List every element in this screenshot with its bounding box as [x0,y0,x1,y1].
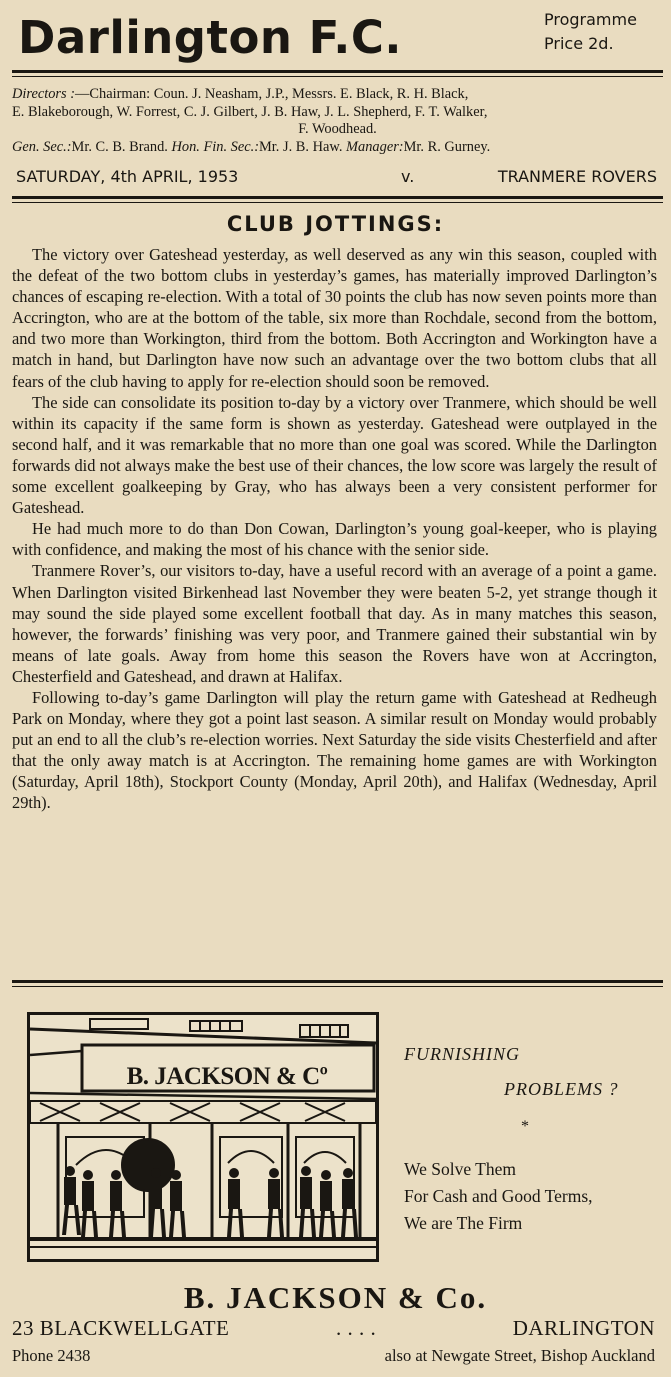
programme-label: Programme [544,10,637,29]
directors-label: Directors : [12,86,76,102]
match-date: SATURDAY, 4th APRIL, 1953 [16,167,239,186]
advert-address: 23 BLACKWELLGATE [12,1316,230,1340]
advert-star: * [521,1118,529,1135]
club-title: Darlington F.C. [18,11,402,64]
shop-front-illustration [27,1012,379,1262]
advert-offer-line-2: For Cash and Good Terms, [404,1186,593,1206]
fin-sec-name: Mr. J. B. Haw. [259,138,343,155]
directors-line-3: F. Woodhead. [298,121,377,137]
advert-company-name: B. JACKSON & Co. [183,1280,488,1315]
match-rule [12,196,663,203]
jottings-paragraph: The side can consolidate its position to-day by a victory over Tranmere, which should be well within its capacity if the same form is shown as yesterday. Gateshead were outplayed in the second half, and it was remarkable that no more than one goal was scored. While the Darlington forwards did not always make the best use of their chances, the low score was largely the result of some excellent goalkeeping by Gray, who has always been a very consistent performer for Gateshead. [12,392,657,518]
directors-line-2: E. Blakeborough, W. Forrest, C. J. Gilbert, J. B. Haw, J. L. Shepherd, F. T. Walker, [12,103,488,120]
gen-sec-label: Gen. Sec.: [12,138,72,155]
match-details [16,164,657,190]
manager-label: Manager: [346,138,404,155]
jottings-paragraph: The victory over Gateshead yesterday, as well deserved as any win this season, coupled with the defeat of the two bottom clubs in yesterday’s games, has materially improved Darlington’s chances of escaping re-election. With a total of 30 points the club has now seven points more than Accrington, who are at the bottom of the table, six more than Rochdale, second from the bottom, and two more than Workington, third from the bottom. Both Accrington and Workington have a match in hand, but Darlington have now such an advantage over the two bottom clubs that all fears of the club having to apply for re-election should soon be removed. [12,245,657,391]
programme-price: Price 2d. [544,34,614,53]
gen-sec-name: Mr. C. B. Brand. [71,138,168,155]
jottings-title: CLUB JOTTINGS: [226,212,445,236]
match-versus: v. [401,167,415,186]
shop-sign-text: B. JACKSON & Cº [126,1063,328,1090]
manager-name: Mr. R. Gurney. [403,138,491,155]
advert-town: DARLINGTON [512,1316,655,1340]
advert-address-dots: . . . . [336,1316,377,1340]
jottings-article [12,244,657,814]
advert-tagline-2: PROBLEMS ? [504,1079,619,1099]
directors-line-1 [12,86,663,104]
advert-tagline-1: FURNISHING [404,1044,520,1064]
jottings-paragraph: Following to-day’s game Darlington will play the return game with Gateshead at Redheugh Park on Monday, where they got a point last season. A similar result on Monday would probably put an end to all the club’s re-election worries. Next Saturday the side visits Chesterfield and after that the only away match is at Accrington. The remaining home games are with Workington (Saturday, April 18th), Stockport County (Monday, April 20th), and Halifax (Wednesday, April 29th). [12,687,657,813]
advert-offer-line-3: We are The Firm [404,1213,523,1233]
advert-branch: also at Newgate Street, Bishop Auckland [384,1346,655,1365]
programme-price-box [544,8,664,56]
shop-front-drawing [30,1015,376,1259]
fin-sec-label: Hon. Fin. Sec.: [171,138,260,155]
match-opponent: TRANMERE ROVERS [497,167,657,186]
header-rule [12,70,663,77]
jottings-paragraph: Tranmere Rover’s, our visitors to-day, have a useful record with an average of a point a game. When Darlington visited Birkenhead last November they were beaten 5-2, yet strange though it may sound the side played some excellent football that day. As in many matches this season, however, the forwards’ finishing was very poor, and Tranmere gained their substantial win by means of late goals. Away from home this season the Rovers have won at Accrington, Chesterfield and Gateshead, and drawn at Halifax. [12,561,657,686]
jottings-paragraph: He had much more to do than Don Cowan, Darlington’s young goal-keeper, who is playing with confidence, and making the most of his chance with the senior side. [12,519,657,560]
programme-header [14,4,664,68]
advert-phone: Phone 2438 [12,1346,91,1365]
advert-offer [404,1156,593,1237]
advert-offer-line-1: We Solve Them [404,1159,516,1179]
advert-rule [12,980,663,987]
club-officials [12,86,663,156]
secretaries-line [12,139,663,157]
directors-text: —Chairman: Coun. J. Neasham, J.P., Messrs. E. Black, R. H. Black, [75,86,469,102]
